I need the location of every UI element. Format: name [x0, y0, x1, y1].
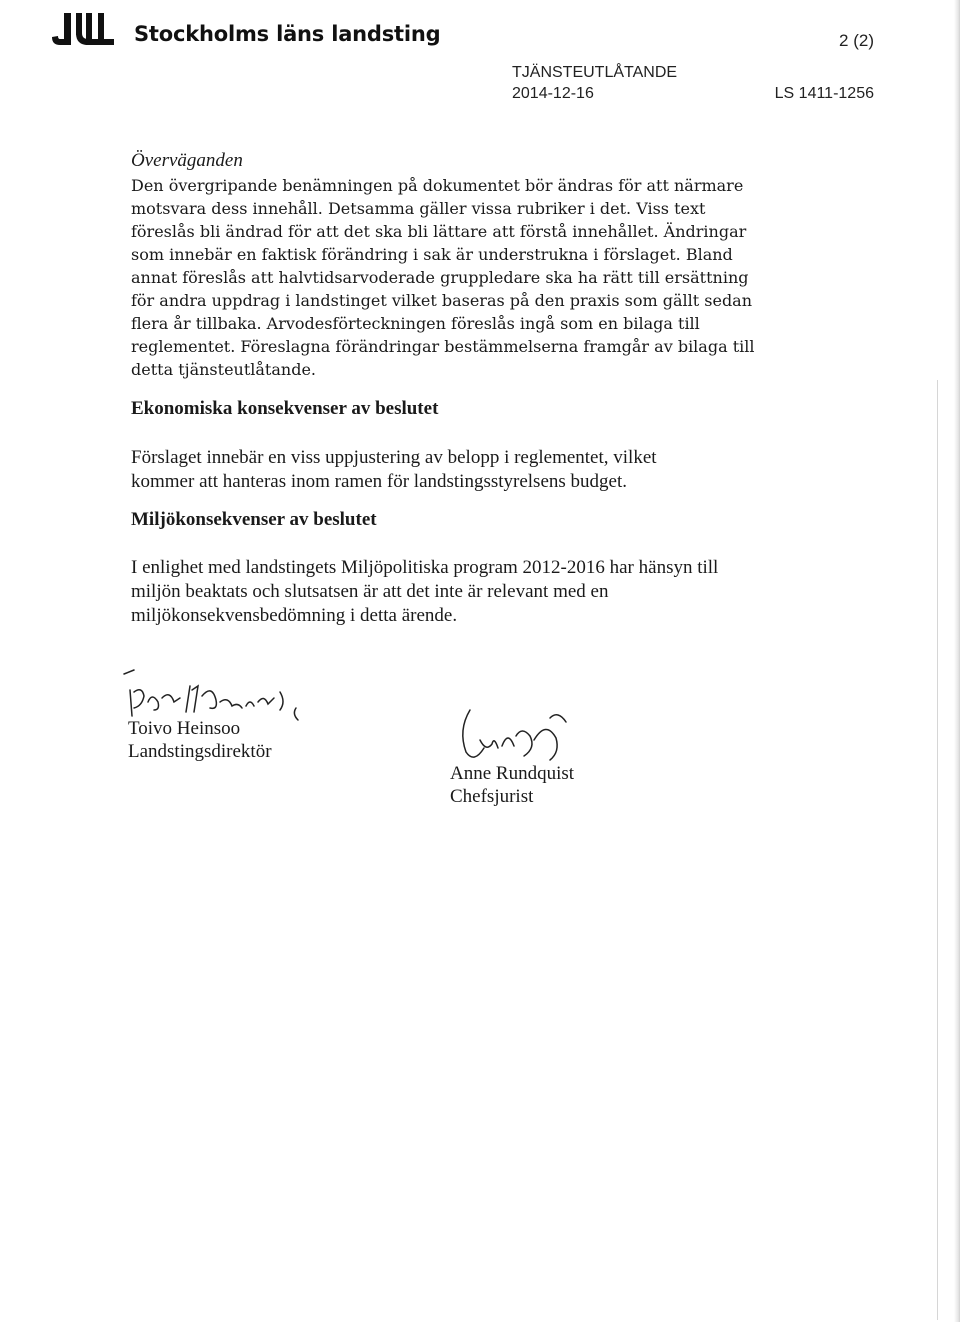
environmental-heading: Miljökonsekvenser av beslutet: [131, 509, 377, 530]
sll-logo-icon: [48, 11, 120, 49]
considerations-heading: Överväganden: [131, 150, 243, 171]
document-reference: LS 1411-1256: [774, 85, 874, 102]
signature-heinsoo-icon: [120, 662, 310, 726]
environmental-paragraph: I enlighet med landstingets Miljöpolitiska program 2012-2016 har hänsyn till miljön beaktats och slutsatsen är att det inte är relevant med en miljökonsekvensbedömning i detta ärende.: [131, 557, 719, 626]
scan-edge-line: [937, 380, 938, 1320]
document-type: TJÄNSTEUTLÅTANDE: [512, 64, 678, 81]
signatory-name-1: Toivo Heinsoo: [128, 718, 241, 739]
economic-paragraph: Förslaget innebär en viss uppjustering av belopp i reglementet, vilket kommer att hanteras inom ramen för landstingsstyrelsens budget.: [131, 447, 657, 492]
signatory-name-2: Anne Rundquist: [450, 763, 575, 784]
scan-edge-shadow: [954, 0, 960, 1322]
page-number: 2 (2): [839, 31, 874, 50]
document-date: 2014-12-16: [512, 85, 594, 102]
signatory-title-2: Chefsjurist: [450, 786, 534, 807]
org-logo: [48, 10, 120, 50]
org-name: Stockholms läns landsting: [134, 22, 441, 46]
signatory-title-1: Landstingsdirektör: [128, 741, 272, 762]
economic-heading: Ekonomiska konsekvenser av beslutet: [131, 398, 439, 419]
considerations-paragraph: Den övergripande benämningen på dokumentet bör ändras för att närmare motsvara dess innehåll. Detsamma gäller vissa rubriker i det. Viss text föreslås bli ändrad för att det ska bli lättare att förstå innehållet. Ändringar som innebär en faktisk förändring i sak är understrukna i förslaget. Bland annat föreslås att halvtidsarvoderade gruppledare ska ha rätt till ersättning för andra uppdrag i landstinget vilket baseras på den praxis som gällt sedan flera år tillbaka. Arvodesförteckningen föreslås ingå som en bilaga till reglementet. Föreslagna förändringar bestämmelserna framgår av bilaga till detta tjänsteutlåtande.: [131, 176, 755, 379]
